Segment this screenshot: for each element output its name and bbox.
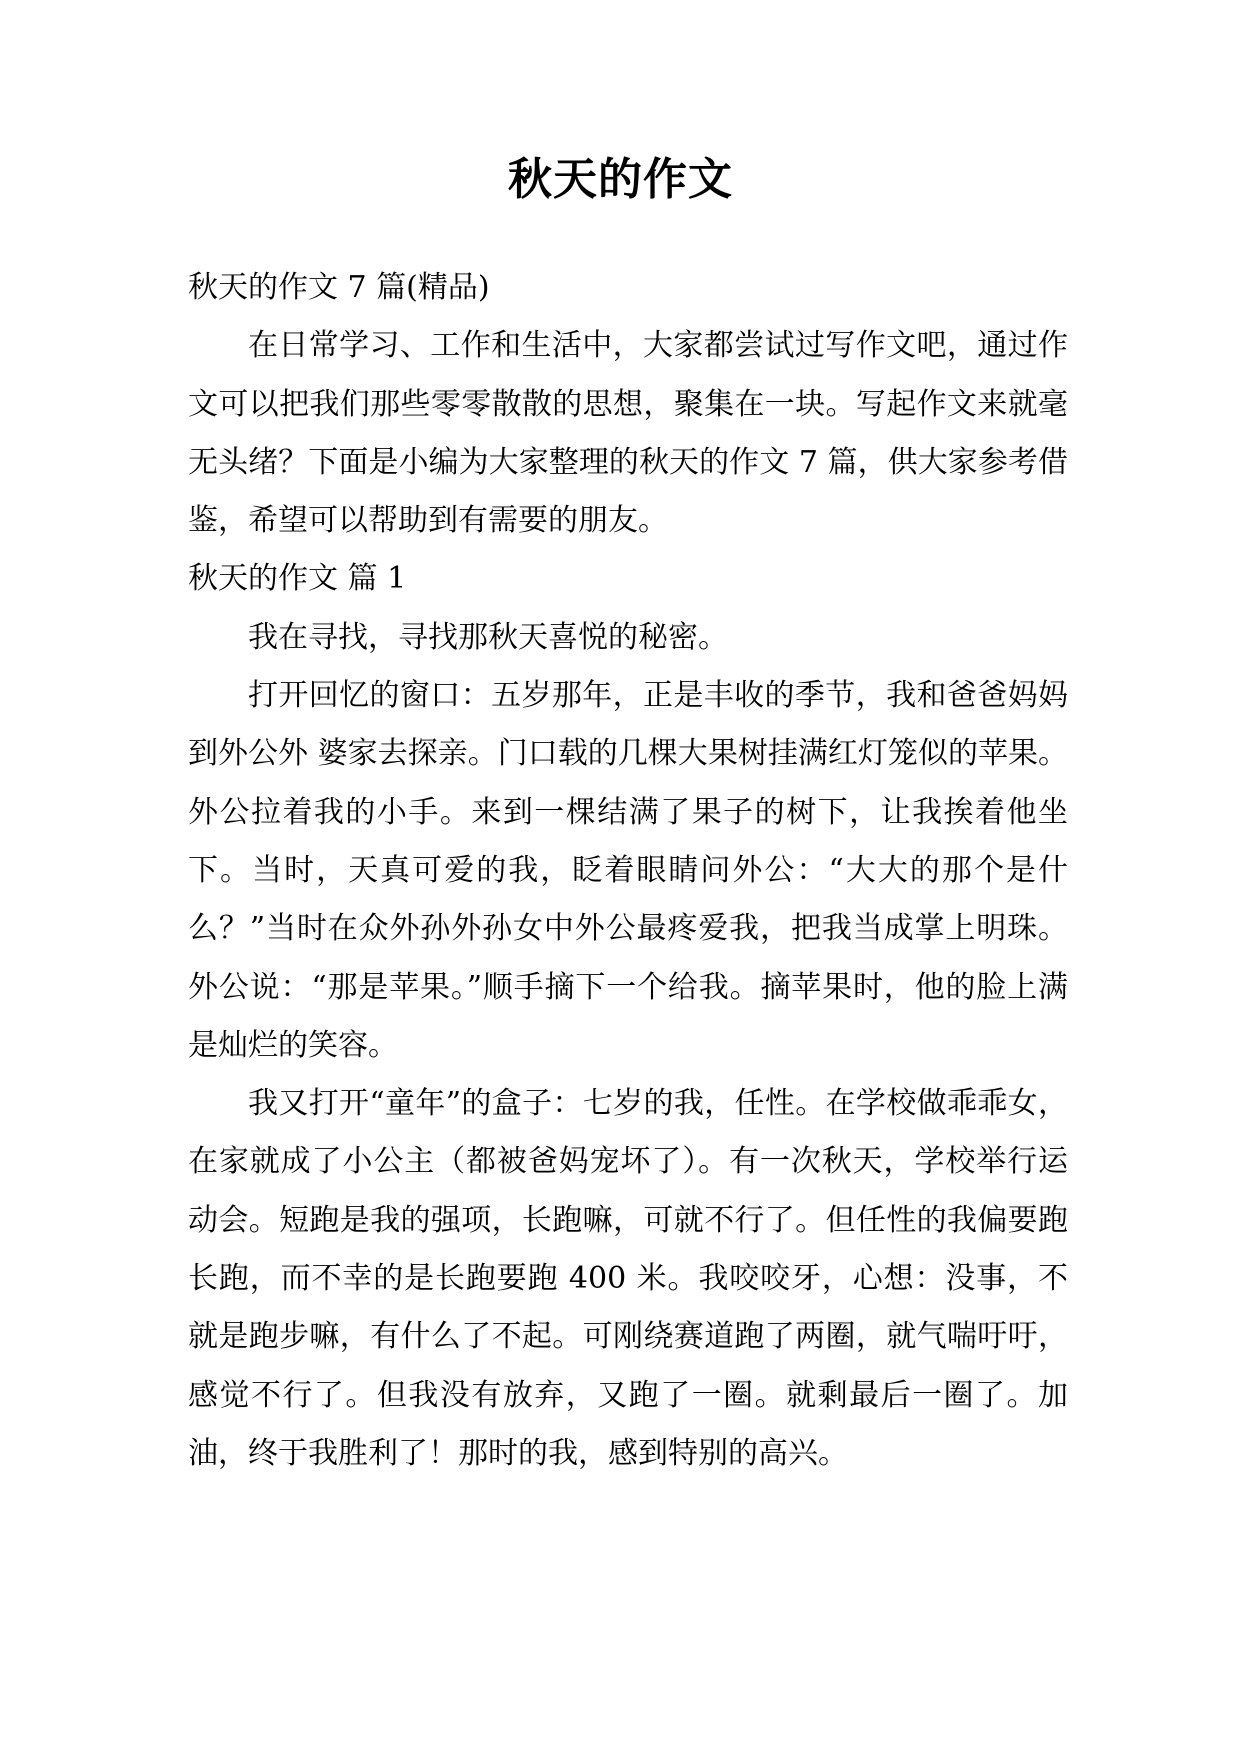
intro-paragraph: 在日常学习、工作和生活中，大家都尝试过写作文吧，通过作文可以把我们那些零零散散的思想，聚集在一块。写起作文来就毫无头绪？下面是小编为大家整理的秋天的作文 7 篇，供大家参考借鉴，希望可以帮助到有需要的朋友。: [188, 328, 1068, 539]
document-subtitle: 秋天的作文 7 篇(精品): [188, 270, 490, 305]
body-paragraph: 打开回忆的窗口：五岁那年，正是丰收的季节，我和爸爸妈妈到外公外 婆家去探亲。门口载的几棵大果树挂满红灯笼似的苹果。外公拉着我的小手。来到一棵结满了果子的树下，让我挨着他坐下。当时，天真可爱的我，眨着眼睛问外公：“大大的那个是什么？”当时在众外孙外孙女中外公最疼爱我，把我当成掌上明珠。外公说：“那是苹果。”顺手摘下一个给我。摘苹果时，他的脸上满是灿烂的笑容。: [188, 678, 1068, 1063]
section-heading: 秋天的作文 篇 1: [188, 561, 407, 597]
page-title: 秋天的作文: [508, 154, 733, 205]
body-paragraph: 我在寻找，寻找那秋天喜悦的秘密。: [248, 619, 728, 655]
body-paragraph: 我又打开“童年”的盒子：七岁的我，任性。在学校做乖乖女，在家就成了小公主（都被爸妈宠坏了）。有一次秋天，学校举行运动会。短跑是我的强项，长跑嘛，可就不行了。但任性的我偏要跑长跑，而不幸的是长跑要跑 400 米。我咬咬牙，心想：没事，不就是跑步嘛，有什么了不起。可刚绕赛道跑了两圈，就气喘吁吁，感觉不行了。但我没有放弃，又跑了一圈。就剩最后一圈了。加油，终于我胜利了！那时的我，感到特别的高兴。: [188, 1086, 1068, 1471]
document-body: [188, 259, 1068, 1483]
